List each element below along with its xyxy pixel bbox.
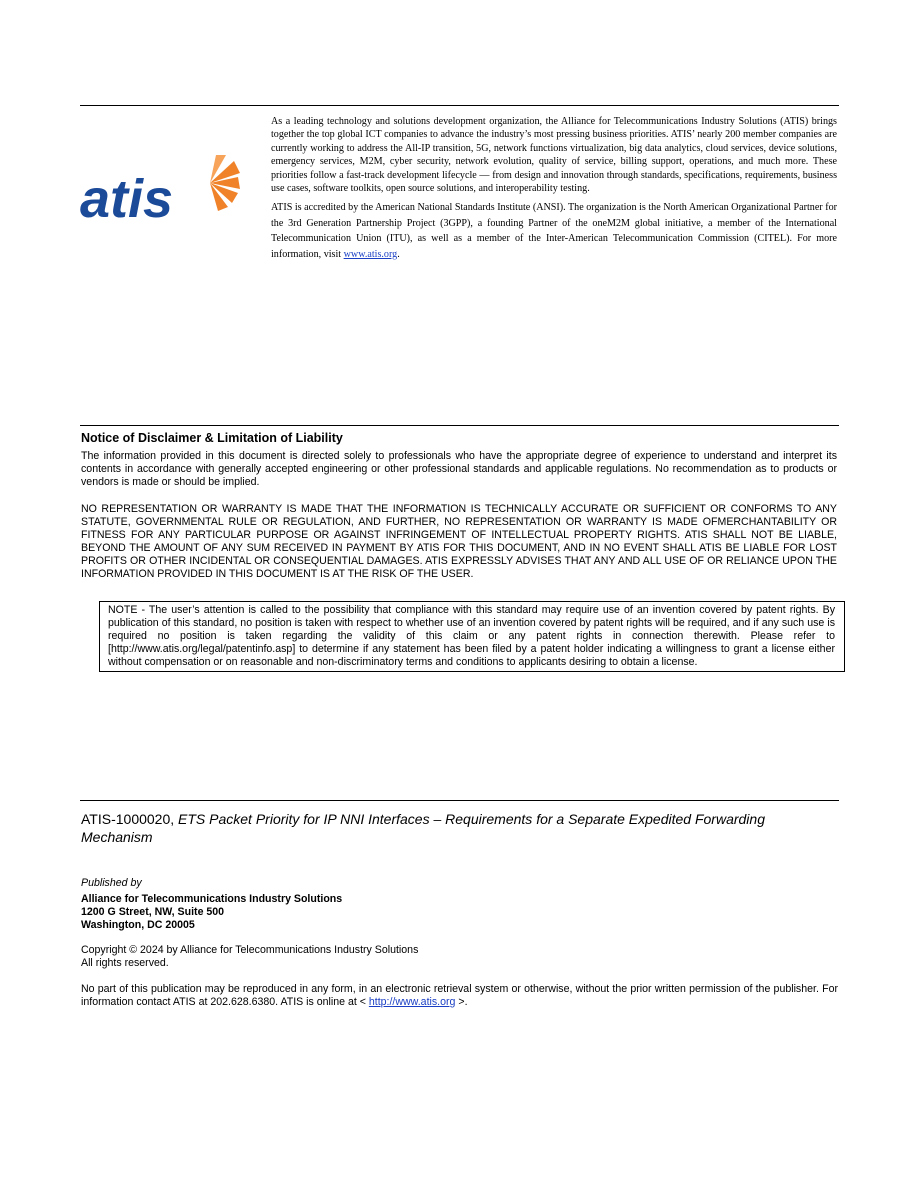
disclaimer-rule — [80, 425, 839, 426]
rights-line: All rights reserved. — [81, 957, 169, 969]
logo-swoosh — [210, 155, 240, 211]
disclaimer-paragraph-2: NO REPRESENTATION OR WARRANTY IS MADE THAT THE INFORMATION IS TECHNICALLY ACCURATE OR SUFFICIENT OR CONFORMS TO ANY STATUTE, GOVERNMENTAL RULE OR REGULATION, AND FURTHER, NO REPRESENTATION OR WARRANTY IS MADE OFMERCHANTABILITY OR FITNESS FOR ANY PARTICULAR PURPOSE OR AGAINST INFRINGEMENT OF INTELLECTUAL PROPERTY RIGHTS. ATIS SHALL NOT BE LIABLE, BEYOND THE AMOUNT OF ANY SUM RECEIVED IN PAYMENT BY ATIS FOR THIS DOCUMENT, AND IN NO EVENT SHALL ATIS BE LIABLE FOR LOST PROFITS OR OTHER INCIDENTAL OR CONSEQUENTIAL DAMAGES. ATIS EXPRESSLY ADVISES THAT ANY AND ALL USE OF OR RELIANCE UPON THE INFORMATION PROVIDED IN THIS DOCUMENT IS AT THE RISK OF THE USER. — [81, 503, 837, 580]
disclaimer-title: Notice of Disclaimer & Limitation of Liability — [81, 431, 343, 445]
patent-note-box: NOTE - The user’s attention is called to the possibility that compliance with this standard may require use of an invention covered by patent rights. By publication of this standard, no position is taken with respect to whether use of an invention covered by patent rights will be required, and if any such use is required no position is taken regarding the validity of this claim or any patent rights in connection therewith. Please refer to [http://www.atis.org/legal/patentinfo.asp] to determine if any statement has been filed by a patent holder indicating a willingness to grant a license either without compensation or on reasonable and non-discriminatory terms and conditions to applicants desiring to obtain a license. — [99, 601, 845, 672]
published-by-label: Published by — [81, 877, 142, 889]
copyright-block — [81, 944, 838, 970]
title-rule — [80, 800, 839, 801]
document-number: ATIS-1000020, — [81, 811, 179, 827]
publisher-address-2: Washington, DC 20005 — [81, 919, 195, 931]
about-paragraph-1: As a leading technology and solutions development organization, the Alliance for Telecommunications Industry Solutions (ATIS) brings together the top global ICT companies to advance the industry’s most pressing business priorities. ATIS’ nearly 200 member companies are currently working to address the All-IP transition, 5G, network functions virtualization, big data analytics, cloud services, device solutions, emergency services, M2M, cyber security, network evolution, quality of service, billing support, operations, and much more. These priorities follow a fast-track development lifecycle — from design and innovation through standards, specifications, requirements, business use cases, software toolkits, open source solutions, and interoperability testing. — [271, 116, 837, 195]
atis-website-link[interactable]: www.atis.org — [343, 248, 398, 260]
logo-wordmark: atis — [80, 169, 174, 221]
publisher-block — [81, 877, 838, 932]
top-rule — [80, 105, 839, 106]
publisher-name: Alliance for Telecommunications Industry Solutions — [81, 893, 343, 905]
document-title — [81, 810, 838, 846]
publisher-address-1: 1200 G Street, NW, Suite 500 — [81, 906, 225, 918]
atis-logo — [80, 155, 240, 221]
about-atis — [271, 115, 837, 262]
atis-online-link[interactable]: http://www.atis.org — [368, 996, 456, 1008]
reproduction-notice: No part of this publication may be reproduced in any form, in an electronic retrieval system or otherwise, without the prior written permission of the publisher. For information contact ATIS at 202.628.6380. ATIS is online at < http://www.atis.org >. — [81, 983, 838, 1008]
disclaimer-paragraph-1: The information provided in this document is directed solely to professionals who have the appropriate degree of experience to understand and interpret its contents in accordance with generally accepted engineering or other professional standards and applicable regulations. No recommendation as to products or vendors is made or should be implied. — [81, 450, 837, 488]
copyright-line: Copyright © 2024 by Alliance for Telecommunications Industry Solutions — [81, 944, 419, 956]
about-paragraph-2: ATIS is accredited by the American National Standards Institute (ANSI). The organization is the North American Organizational Partner for the 3rd Generation Partnership Project (3GPP), a founding Partner of the oneM2M global initiative, a member of the International Telecommunication Union (ITU), as well as a member of the Inter-American Telecommunication Commission (CITEL). For more information, visit www.atis.org. — [271, 202, 837, 260]
document-name: ETS Packet Priority for IP NNI Interfaces – Requirements for a Separate Expedited Forwarding Mechanism — [81, 811, 765, 845]
